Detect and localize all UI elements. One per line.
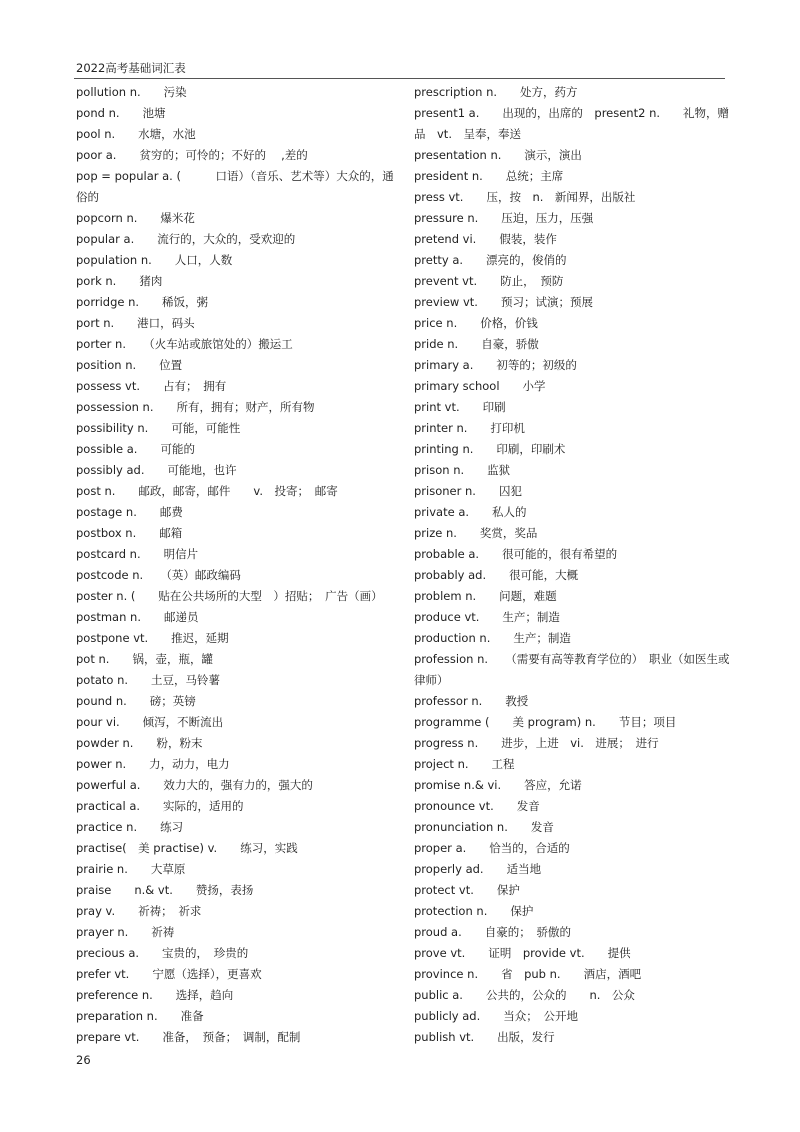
vocab-entry: possibility n. 可能，可能性 [76,421,241,435]
vocab-entry: pork n. 猪肉 [76,274,163,288]
vocab-entry: present1 a. 出现的，出席的 present2 n. 礼物，赠品 vt. 呈奉，奉送 [414,106,730,141]
vocab-entry: pronunciation n. 发音 [414,820,554,834]
vocab-entry: post n. 邮政，邮寄，邮件 v. 投寄； 邮寄 [76,484,338,498]
vocab-entry: pop = popular a. ( 口语）（音乐、艺术等）大众的，通俗的 [76,169,394,204]
vocab-entry: promise n.& vi. 答应，允诺 [414,778,582,792]
vocab-entry: position n. 位置 [76,358,183,372]
vocab-entry: print vt. 印刷 [414,400,506,414]
vocab-entry: practice n. 练习 [76,820,184,834]
vocab-entry: province n. 省 pub n. 酒店，酒吧 [414,967,642,981]
vocab-entry: possible a. 可能的 [76,442,195,456]
vocab-entry: professor n. 教授 [414,694,529,708]
vocab-entry: postbox n. 邮箱 [76,526,183,540]
vocab-entry: pretty a. 漂亮的，俊俏的 [414,253,567,267]
vocab-entry: project n. 工程 [414,757,515,771]
vocab-entry: press vt. 压，按 n. 新闻界，出版社 [414,190,636,204]
vocab-entry: programme ( 美 program) n. 节目；项目 [414,715,677,729]
vocab-entry: popcorn n. 爆米花 [76,211,195,225]
vocab-entry: practise( 美 practise) v. 练习，实践 [76,841,298,855]
vocab-entry: port n. 港口，码头 [76,316,195,330]
vocab-entry: pool n. 水塘，水池 [76,127,196,141]
vocab-entry: pretend vi. 假装，装作 [414,232,557,246]
vocab-entry: poster n. ( 贴在公共场所的大型 ）招贴； 广告（画） [76,589,383,603]
vocab-entry: postpone vt. 推迟，延期 [76,631,229,645]
vocab-entry: powerful a. 效力大的，强有力的，强大的 [76,778,313,792]
vocab-entry: pressure n. 压迫，压力，压强 [414,211,594,225]
vocab-entry: prevent vt. 防止， 预防 [414,274,564,288]
vocab-entry: pot n. 锅，壶，瓶，罐 [76,652,213,666]
vocab-entry: preview vt. 预习；试演；预展 [414,295,593,309]
vocab-entry: private a. 私人的 [414,505,527,519]
vocab-entry: pride n. 自豪，骄傲 [414,337,539,351]
vocab-entry: praise n.& vt. 赞扬，表扬 [76,883,254,897]
vocab-entry: public a. 公共的，公众的 n. 公众 [414,988,635,1002]
header-divider [74,78,725,79]
vocab-entry: presentation n. 演示，演出 [414,148,582,162]
vocab-entry: production n. 生产；制造 [414,631,571,645]
left-column [76,82,394,1048]
vocab-entry: prison n. 监狱 [414,463,511,477]
vocab-entry: produce vt. 生产；制造 [414,610,560,624]
vocab-entry: pour vi. 倾泻，不断流出 [76,715,224,729]
vocab-entry: probably ad. 很可能，大概 [414,568,579,582]
vocab-entry: prove vt. 证明 provide vt. 提供 [414,946,631,960]
vocab-entry: primary school 小学 [414,379,546,393]
header-title: 2022高考基础词汇表 [76,61,186,75]
vocab-entry: prepare vt. 准备， 预备； 调制，配制 [76,1030,301,1044]
vocab-entry: pond n. 池塘 [76,106,166,120]
vocab-entry: prisoner n. 囚犯 [414,484,522,498]
vocab-entry: profession n. （需要有高等教育学位的） 职业（如医生或律师） [414,652,730,687]
vocab-entry: precious a. 宝贵的， 珍贵的 [76,946,249,960]
vocab-entry: pronounce vt. 发音 [414,799,540,813]
vocab-entry: postcode n. （英）邮政编码 [76,568,241,582]
vocab-entry: porter n. （火车站或旅馆处的）搬运工 [76,337,293,351]
vocab-entry: progress n. 进步，上进 vi. 进展； 进行 [414,736,659,750]
vocab-entry: prayer n. 祈祷 [76,925,175,939]
vocab-entry: prairie n. 大草原 [76,862,186,876]
vocab-entry: postcard n. 明信片 [76,547,199,561]
vocab-entry: president n. 总统；主席 [414,169,564,183]
page-number: 26 [76,1053,91,1067]
vocab-entry: power n. 力，动力，电力 [76,757,230,771]
vocab-entry: poor a. 贫穷的；可怜的；不好的 ,差的 [76,148,308,162]
vocab-entry: publish vt. 出版，发行 [414,1030,555,1044]
vocab-entry: preparation n. 准备 [76,1009,204,1023]
vocab-entry: possibly ad. 可能地，也许 [76,463,237,477]
vocab-entry: properly ad. 适当地 [414,862,542,876]
vocab-entry: proud a. 自豪的； 骄傲的 [414,925,572,939]
vocab-entry: potato n. 土豆，马铃薯 [76,673,221,687]
vocab-entry: prefer vt. 宁愿（选择），更喜欢 [76,967,262,981]
vocab-entry: prize n. 奖赏，奖品 [414,526,538,540]
vocab-entry: prescription n. 处方，药方 [414,85,578,99]
vocab-entry: printing n. 印刷，印刷术 [414,442,566,456]
vocab-entry: powder n. 粉，粉末 [76,736,203,750]
vocab-entry: practical a. 实际的，适用的 [76,799,244,813]
vocab-entry: population n. 人口，人数 [76,253,233,267]
vocab-entry: primary a. 初等的；初级的 [414,358,577,372]
vocab-entry: probable a. 很可能的，很有希望的 [414,547,618,561]
right-column [414,82,732,1048]
vocab-entry: printer n. 打印机 [414,421,525,435]
vocab-entry: protection n. 保护 [414,904,534,918]
vocab-entry: postman n. 邮递员 [76,610,199,624]
vocab-entry: pollution n. 污染 [76,85,187,99]
vocab-entry: pound n. 磅；英镑 [76,694,196,708]
vocab-entry: problem n. 问题，难题 [414,589,557,603]
vocab-entry: possess vt. 占有； 拥有 [76,379,227,393]
vocab-entry: pray v. 祈祷； 祈求 [76,904,202,918]
vocab-entry: popular a. 流行的，大众的，受欢迎的 [76,232,296,246]
vocab-entry: preference n. 选择，趋向 [76,988,234,1002]
vocab-entry: postage n. 邮费 [76,505,183,519]
vocab-entry: price n. 价格，价钱 [414,316,538,330]
vocab-entry: protect vt. 保护 [414,883,520,897]
vocab-entry: possession n. 所有，拥有；财产，所有物 [76,400,315,414]
vocab-entry: porridge n. 稀饭，粥 [76,295,209,309]
vocab-entry: publicly ad. 当众； 公开地 [414,1009,579,1023]
vocab-entry: proper a. 恰当的，合适的 [414,841,570,855]
